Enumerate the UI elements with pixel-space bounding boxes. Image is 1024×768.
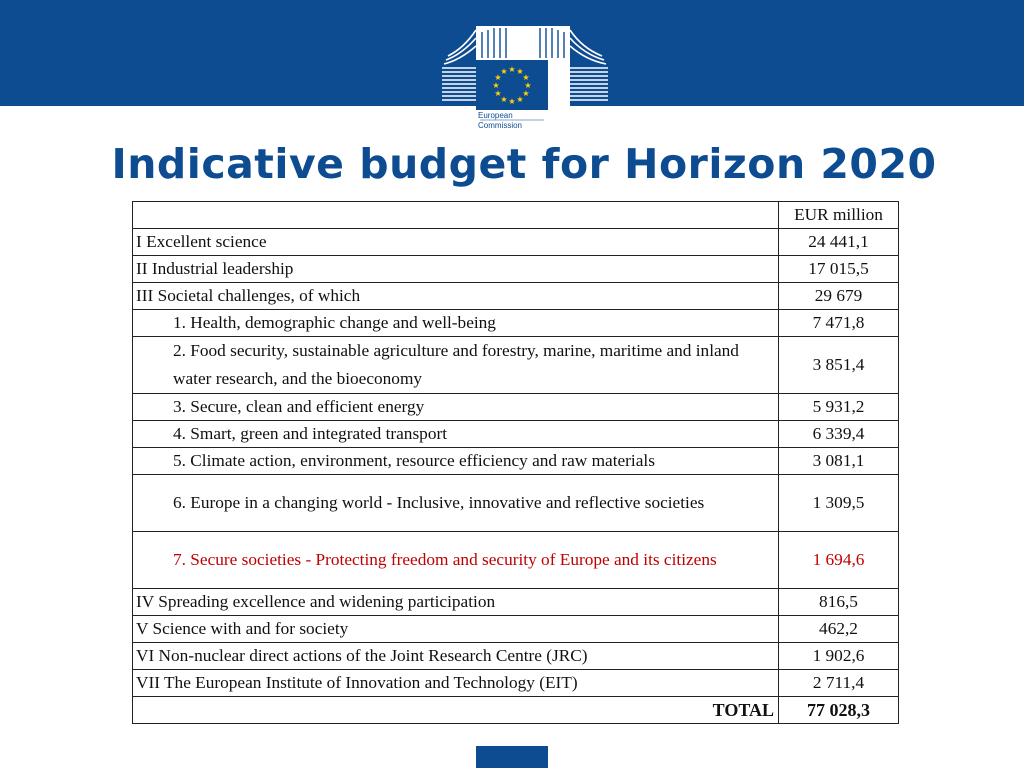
svg-text:★: ★ xyxy=(524,81,532,90)
unit-header: EUR million xyxy=(779,202,899,229)
row-label: 7. Secure societies - Protecting freedom and security of Europe and its citizens xyxy=(133,532,779,589)
svg-text:★: ★ xyxy=(500,95,508,104)
total-label: TOTAL xyxy=(133,697,779,724)
table-row xyxy=(133,643,899,670)
total-value: 77 028,3 xyxy=(779,697,899,724)
row-value: 29 679 xyxy=(779,283,899,310)
svg-text:★: ★ xyxy=(516,95,524,104)
table-row xyxy=(133,394,899,421)
logo-text-european: European xyxy=(478,111,513,120)
table-row xyxy=(133,310,899,337)
table-row xyxy=(133,616,899,643)
table-row xyxy=(133,229,899,256)
logo-text xyxy=(478,111,548,131)
row-label: 2. Food security, sustainable agriculture and forestry, marine, maritime and inland water research, and the bioeconomy xyxy=(133,337,779,394)
table-row xyxy=(133,283,899,310)
footer-tab xyxy=(476,746,548,768)
row-label: VI Non-nuclear direct actions of the Joint Research Centre (JRC) xyxy=(133,643,779,670)
row-label: I Excellent science xyxy=(133,229,779,256)
svg-text:★: ★ xyxy=(492,81,500,90)
row-label: 5. Climate action, environment, resource efficiency and raw materials xyxy=(133,448,779,475)
page-title: Indicative budget for Horizon 2020 xyxy=(111,140,937,188)
row-value: 6 339,4 xyxy=(779,421,899,448)
row-label: III Societal challenges, of which xyxy=(133,283,779,310)
table-row xyxy=(133,256,899,283)
row-value: 1 694,6 xyxy=(779,532,899,589)
row-value: 17 015,5 xyxy=(779,256,899,283)
row-label: V Science with and for society xyxy=(133,616,779,643)
svg-text:★: ★ xyxy=(516,67,524,76)
row-value: 24 441,1 xyxy=(779,229,899,256)
table-header-row xyxy=(133,202,899,229)
row-label: IV Spreading excellence and widening participation xyxy=(133,589,779,616)
table-row xyxy=(133,448,899,475)
row-label: 6. Europe in a changing world - Inclusive, innovative and reflective societies xyxy=(133,475,779,532)
svg-text:★: ★ xyxy=(494,73,502,82)
row-label: VII The European Institute of Innovation and Technology (EIT) xyxy=(133,670,779,697)
table-header-empty xyxy=(133,202,779,229)
row-value: 3 081,1 xyxy=(779,448,899,475)
table-row xyxy=(133,475,899,532)
row-value: 7 471,8 xyxy=(779,310,899,337)
row-label: 4. Smart, green and integrated transport xyxy=(133,421,779,448)
row-label: II Industrial leadership xyxy=(133,256,779,283)
table-row xyxy=(133,532,899,589)
svg-text:★: ★ xyxy=(500,67,508,76)
logo-text-commission: Commission xyxy=(478,121,523,130)
svg-text:★: ★ xyxy=(494,89,502,98)
row-label: 1. Health, demographic change and well-being xyxy=(133,310,779,337)
row-value: 1 309,5 xyxy=(779,475,899,532)
table-row xyxy=(133,421,899,448)
row-value: 462,2 xyxy=(779,616,899,643)
table-row xyxy=(133,670,899,697)
table-row xyxy=(133,589,899,616)
row-value: 2 711,4 xyxy=(779,670,899,697)
svg-text:★: ★ xyxy=(508,97,516,106)
row-value: 1 902,6 xyxy=(779,643,899,670)
row-value: 5 931,2 xyxy=(779,394,899,421)
svg-text:★: ★ xyxy=(508,65,516,74)
budget-table xyxy=(132,201,899,724)
row-value: 3 851,4 xyxy=(779,337,899,394)
row-value: 816,5 xyxy=(779,589,899,616)
svg-text:★: ★ xyxy=(522,73,530,82)
table-row xyxy=(133,337,899,394)
budget-table-body xyxy=(133,202,899,724)
total-row xyxy=(133,697,899,724)
svg-text:★: ★ xyxy=(522,89,530,98)
row-label: 3. Secure, clean and efficient energy xyxy=(133,394,779,421)
